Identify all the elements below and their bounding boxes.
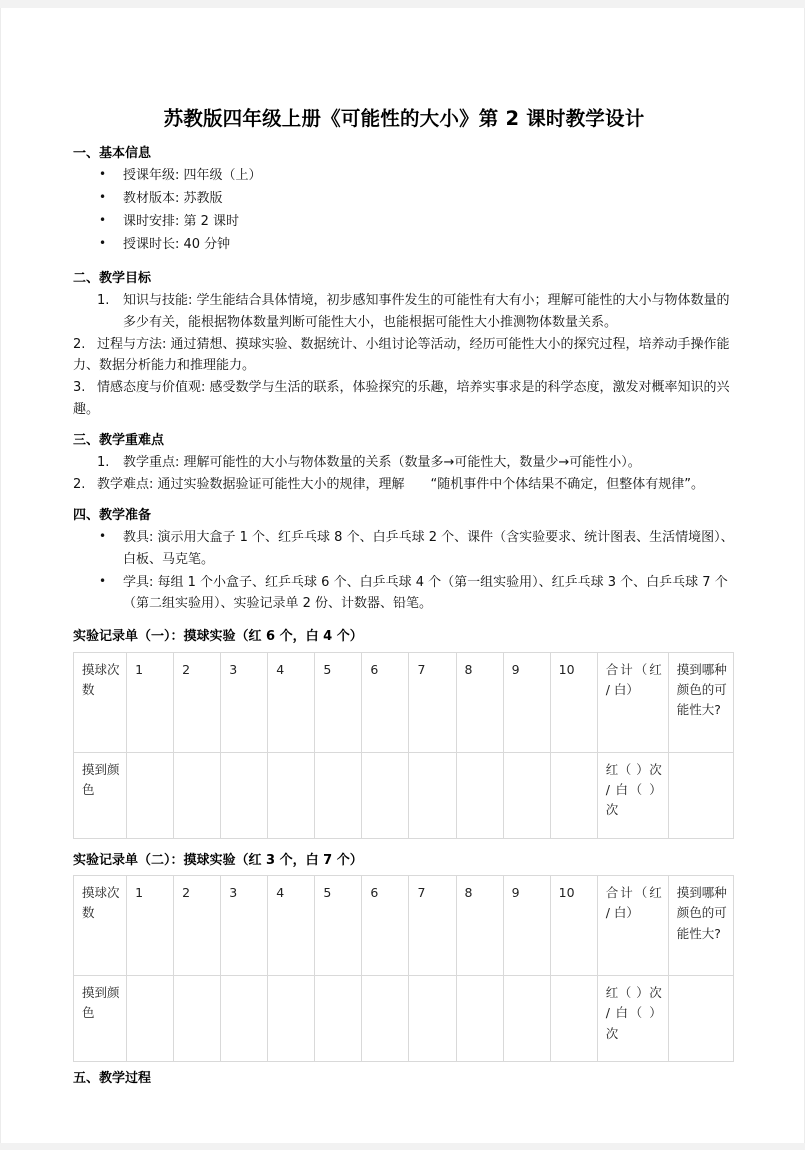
trial-cell[interactable] [362, 976, 409, 1062]
trial-header: 1 [127, 876, 174, 976]
trial-header: 9 [503, 652, 550, 752]
experiment-record-table-1 [73, 652, 734, 839]
table-row [74, 976, 734, 1062]
trial-cell[interactable] [409, 752, 456, 838]
trial-cell[interactable] [503, 752, 550, 838]
trial-header: 7 [409, 652, 456, 752]
trial-cell[interactable] [456, 752, 503, 838]
trial-header: 9 [503, 876, 550, 976]
question-header: 摸到哪种颜色的可能性大? [668, 876, 733, 976]
document-page [0, 8, 805, 1143]
list-item: • 授课年级: 四年级（上） [73, 165, 735, 187]
trial-header: 5 [315, 652, 362, 752]
section-heading-basic-info: 一、基本信息 [73, 146, 152, 162]
trial-cell[interactable] [456, 976, 503, 1062]
question-header: 摸到哪种颜色的可能性大? [668, 652, 733, 752]
trial-cell[interactable] [550, 976, 597, 1062]
question-cell[interactable] [668, 976, 733, 1062]
trial-header: 8 [456, 876, 503, 976]
trial-header: 3 [221, 652, 268, 752]
row-label: 摸到颜色 [74, 976, 127, 1062]
list-item [73, 377, 735, 421]
trial-cell[interactable] [127, 976, 174, 1062]
row-label: 摸球次数 [74, 652, 127, 752]
trial-header: 2 [174, 876, 221, 976]
trial-header: 10 [550, 876, 597, 976]
trial-cell[interactable] [174, 976, 221, 1062]
trial-header: 6 [362, 876, 409, 976]
list-item [73, 290, 735, 334]
trial-header: 1 [127, 652, 174, 752]
list-item: • 课时安排: 第 2 课时 [73, 211, 735, 233]
list-item [73, 452, 735, 474]
trial-header: 10 [550, 652, 597, 752]
list-item-number: 1. [97, 455, 110, 471]
table-row [74, 876, 734, 976]
experiment-record-table-2 [73, 875, 734, 1062]
trial-header: 2 [174, 652, 221, 752]
trial-cell[interactable] [315, 752, 362, 838]
table-row [74, 652, 734, 752]
document-content [73, 8, 735, 1089]
trial-header: 7 [409, 876, 456, 976]
basic-info-list [73, 165, 735, 255]
section-heading-objectives: 二、教学目标 [73, 270, 152, 286]
list-item [73, 334, 735, 378]
trial-cell[interactable] [221, 976, 268, 1062]
row-label: 摸到颜色 [74, 752, 127, 838]
trial-cell[interactable] [268, 976, 315, 1062]
list-item-text: 过程与方法: 通过猜想、摸球实验、数据统计、小组讨论等活动，经历可能性大小的探究过程，培养动手操作能力、数据分析能力和推理能力。 [73, 336, 730, 374]
trial-header: 4 [268, 652, 315, 752]
trial-cell[interactable] [221, 752, 268, 838]
total-cell[interactable]: 红（ ）次 / 白（ ）次 [597, 976, 668, 1062]
total-cell[interactable]: 红（ ）次 / 白（ ）次 [597, 752, 668, 838]
list-item-text: 知识与技能: 学生能结合具体情境，初步感知事件发生的可能性有大有小；理解可能性的大小与物体数量的多少有关，能根据物体数量判断可能性大小，也能根据可能性大小推测物体数量关系。 [123, 292, 730, 330]
list-item: • 授课时长: 40 分钟 [73, 234, 735, 256]
total-header: 合计（红 / 白） [597, 876, 668, 976]
trial-cell[interactable] [268, 752, 315, 838]
list-item-number: 1. [97, 292, 110, 308]
list-item: • 学具: 每组 1 个小盒子、红乒乓球 6 个、白乒乓球 4 个（第一组实验用）、红乒乓球 3 个、白乒乓球 7 个（第二组实验用）、实验记录单 2 份、计数器、铅笔。 [73, 572, 735, 616]
trial-header: 8 [456, 652, 503, 752]
list-item-number: 3. [73, 380, 86, 396]
total-header: 合计（红 / 白） [597, 652, 668, 752]
table-caption-1: 实验记录单（一）：摸球实验（红 6 个，白 4 个） [73, 629, 363, 645]
list-item: • 教具: 演示用大盒子 1 个、红乒乓球 8 个、白乒乓球 2 个、课件（含实验要求、统计图表、生活情境图）、白板、马克笔。 [73, 527, 735, 571]
trial-header: 5 [315, 876, 362, 976]
section-heading-preparation: 四、教学准备 [73, 507, 152, 523]
list-item [73, 474, 735, 496]
trial-cell[interactable] [503, 976, 550, 1062]
trial-header: 3 [221, 876, 268, 976]
trial-header: 6 [362, 652, 409, 752]
list-item-number: 2. [73, 476, 86, 492]
section-heading-process: 五、教学过程 [73, 1071, 152, 1087]
key-difficulties-list [73, 452, 735, 496]
list-item: • 教材版本: 苏教版 [73, 188, 735, 210]
trial-cell[interactable] [315, 976, 362, 1062]
list-item-number: 2. [73, 336, 86, 352]
question-cell[interactable] [668, 752, 733, 838]
preparation-list [73, 527, 735, 615]
trial-cell[interactable] [127, 752, 174, 838]
list-item-text: 教学难点: 通过实验数据验证可能性大小的规律，理解 “随机事件中个体结果不确定，但整体有规律”。 [97, 476, 704, 492]
trial-cell[interactable] [174, 752, 221, 838]
section-heading-key-difficulties: 三、教学重难点 [73, 432, 165, 448]
table-caption-2: 实验记录单（二）：摸球实验（红 3 个，白 7 个） [73, 852, 363, 868]
page-title: 苏教版四年级上册《可能性的大小》第 2 课时教学设计 [163, 107, 645, 130]
list-item-text: 教学重点: 理解可能性的大小与物体数量的关系（数量多→可能性大，数量少→可能性小）。 [123, 455, 641, 471]
row-label: 摸球次数 [74, 876, 127, 976]
trial-cell[interactable] [362, 752, 409, 838]
trial-header: 4 [268, 876, 315, 976]
table-row [74, 752, 734, 838]
trial-cell[interactable] [550, 752, 597, 838]
trial-cell[interactable] [409, 976, 456, 1062]
list-item-text: 情感态度与价值观: 感受数学与生活的联系，体验探究的乐趣，培养实事求是的科学态度，激发对概率知识的兴趣。 [73, 380, 730, 418]
objectives-list [73, 290, 735, 421]
